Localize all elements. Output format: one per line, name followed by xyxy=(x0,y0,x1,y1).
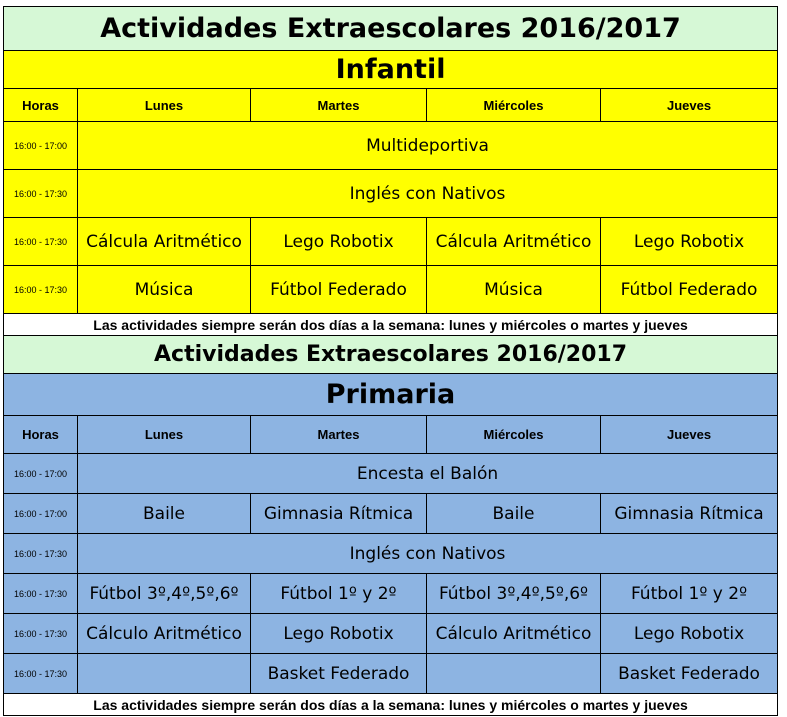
hora-cell: 16:00 - 17:30 xyxy=(4,534,78,574)
hora-cell: 16:00 - 17:00 xyxy=(4,122,78,170)
hora-cell: 16:00 - 17:30 xyxy=(4,654,78,694)
activity-cell: Multideportiva xyxy=(78,122,778,170)
activity-cell: Encesta el Balón xyxy=(78,454,778,494)
table-row xyxy=(4,454,778,494)
table-row xyxy=(4,218,778,266)
activity-cell: Inglés con Nativos xyxy=(78,534,778,574)
activity-cell: Fútbol 3º,4º,5º,6º xyxy=(427,574,601,614)
infantil-header-lunes: Lunes xyxy=(78,89,251,122)
infantil-note: Las actividades siempre serán dos días a la semana: lunes y miércoles o martes y jueves xyxy=(4,314,778,336)
infantil-header-row xyxy=(4,89,778,122)
primaria-note-row xyxy=(4,694,778,716)
primaria-section-row xyxy=(4,374,778,416)
activity-cell: Música xyxy=(78,266,251,314)
infantil-section-row xyxy=(4,51,778,89)
hora-cell: 16:00 - 17:30 xyxy=(4,574,78,614)
table-row xyxy=(4,534,778,574)
activity-cell: Lego Robotix xyxy=(601,218,778,266)
primaria-note: Las actividades siempre serán dos días a la semana: lunes y miércoles o martes y jueves xyxy=(4,694,778,716)
table-row xyxy=(4,614,778,654)
primaria-header-horas: Horas xyxy=(4,416,78,454)
activity-cell: Gimnasia Rítmica xyxy=(251,494,427,534)
activity-cell: Fútbol 1º y 2º xyxy=(601,574,778,614)
activity-cell: Gimnasia Rítmica xyxy=(601,494,778,534)
primaria-title: Actividades Extraescolares 2016/2017 xyxy=(4,336,778,374)
activity-cell: Baile xyxy=(427,494,601,534)
schedule-table xyxy=(3,6,778,716)
primaria-section-title: Primaria xyxy=(4,374,778,416)
hora-cell: 16:00 - 17:30 xyxy=(4,266,78,314)
table-row xyxy=(4,170,778,218)
hora-cell: 16:00 - 17:30 xyxy=(4,614,78,654)
primaria-header-row xyxy=(4,416,778,454)
infantil-header-horas: Horas xyxy=(4,89,78,122)
activity-cell: Lego Robotix xyxy=(251,218,427,266)
activity-cell: Basket Federado xyxy=(601,654,778,694)
primaria-title-row xyxy=(4,336,778,374)
hora-cell: 16:00 - 17:30 xyxy=(4,218,78,266)
activity-cell xyxy=(78,654,251,694)
activity-cell: Baile xyxy=(78,494,251,534)
activity-cell: Basket Federado xyxy=(251,654,427,694)
activity-cell: Inglés con Nativos xyxy=(78,170,778,218)
main-title: Actividades Extraescolares 2016/2017 xyxy=(4,7,778,51)
table-row xyxy=(4,122,778,170)
primaria-header-miercoles: Miércoles xyxy=(427,416,601,454)
primaria-header-martes: Martes xyxy=(251,416,427,454)
infantil-header-martes: Martes xyxy=(251,89,427,122)
activity-cell: Fútbol 3º,4º,5º,6º xyxy=(78,574,251,614)
main-title-row xyxy=(4,7,778,51)
activity-cell: Música xyxy=(427,266,601,314)
table-row xyxy=(4,654,778,694)
infantil-note-row xyxy=(4,314,778,336)
activity-cell: Fútbol Federado xyxy=(251,266,427,314)
infantil-header-jueves: Jueves xyxy=(601,89,778,122)
infantil-header-miercoles: Miércoles xyxy=(427,89,601,122)
table-row xyxy=(4,574,778,614)
activity-cell: Fútbol 1º y 2º xyxy=(251,574,427,614)
activity-cell: Fútbol Federado xyxy=(601,266,778,314)
table-row xyxy=(4,266,778,314)
hora-cell: 16:00 - 17:00 xyxy=(4,494,78,534)
hora-cell: 16:00 - 17:00 xyxy=(4,454,78,494)
primaria-header-jueves: Jueves xyxy=(601,416,778,454)
infantil-section-title: Infantil xyxy=(4,51,778,89)
primaria-header-lunes: Lunes xyxy=(78,416,251,454)
activity-cell: Lego Robotix xyxy=(601,614,778,654)
hora-cell: 16:00 - 17:30 xyxy=(4,170,78,218)
table-row xyxy=(4,494,778,534)
activity-cell: Lego Robotix xyxy=(251,614,427,654)
activity-cell: Cálculo Aritmético xyxy=(427,614,601,654)
activity-cell: Cálcula Aritmético xyxy=(427,218,601,266)
activity-cell xyxy=(427,654,601,694)
activity-cell: Cálcula Aritmético xyxy=(78,218,251,266)
activity-cell: Cálculo Aritmético xyxy=(78,614,251,654)
